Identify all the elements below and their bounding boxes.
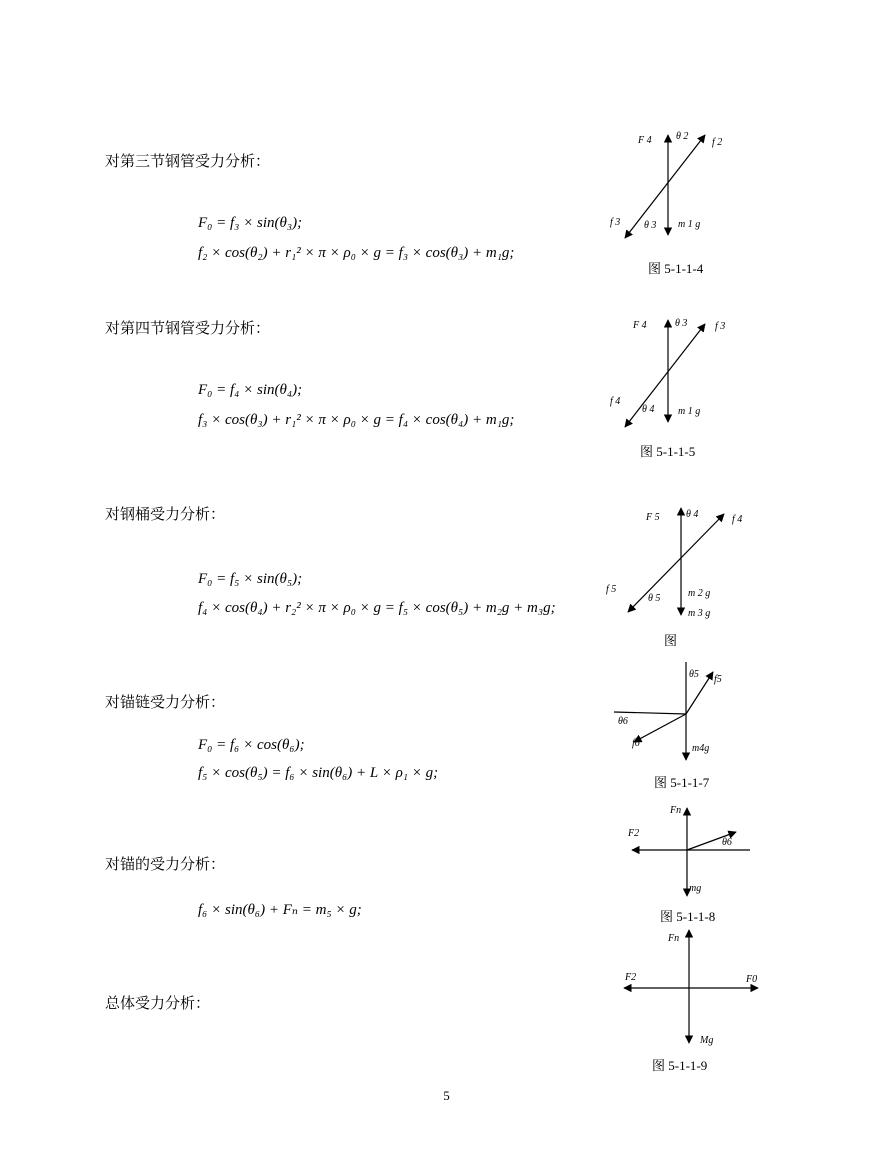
label-f-top: f 4 (732, 514, 743, 525)
label-mg: m 1 g (678, 406, 701, 417)
equation-drum-1: F₀ = f₅ × sin(θ₅); (198, 571, 303, 587)
section-heading-total: 总体受力分析： (105, 994, 211, 1012)
label-theta-left: θ6 (618, 716, 628, 727)
label-mg: m4g (692, 743, 710, 754)
label-mg: m 1 g (678, 219, 701, 230)
label-theta-top: θ 4 (686, 509, 699, 520)
force-diagram-tube3 (600, 125, 740, 245)
force-diagram-total (620, 925, 765, 1050)
figure-caption: 图 5-1-1-8 (660, 909, 716, 924)
section-heading-chain: 对锚链受力分析： (105, 693, 226, 711)
label-F2: F2 (625, 972, 637, 983)
figure-caption: 图 (664, 633, 678, 648)
section-heading-tube3: 对第三节钢管受力分析： (105, 152, 271, 170)
label-f-top: f 3 (715, 321, 726, 332)
label-theta: θ6 (722, 837, 732, 848)
label-F2: F2 (628, 828, 640, 839)
label-theta-bottom: θ 5 (648, 593, 661, 604)
figure-caption: 图 5-1-1-7 (654, 775, 710, 790)
section-heading-tube4: 对第四节钢管受力分析： (105, 319, 271, 337)
equation-anchor-1: f₆ × sin(θ₆) + Fₙ = m₅ × g; (198, 902, 362, 918)
label-F: F 4 (638, 135, 652, 146)
label-F0: F0 (746, 974, 758, 985)
label-Fn: Fn (670, 805, 682, 816)
label-f-top: f 2 (712, 137, 723, 148)
label-theta-bottom: θ 4 (642, 404, 655, 415)
label-Mg: Mg (700, 1035, 714, 1046)
figure-caption: 图 5-1-1-4 (648, 261, 704, 276)
label-f-bottom: f 5 (606, 584, 617, 595)
label-mg: mg (689, 883, 702, 894)
force-diagram-tube4 (600, 312, 740, 432)
label-theta-top: θ5 (689, 669, 699, 680)
section-heading-drum: 对钢桶受力分析： (105, 505, 226, 523)
label-f-left: f6 (632, 738, 640, 749)
equation-chain-1: F₀ = f₆ × cos(θ₆); (198, 737, 305, 753)
label-mg-1: m 2 g (688, 588, 711, 599)
equation-tube3-1: F₀ = f₃ × sin(θ₃); (198, 215, 303, 231)
force-diagram-drum (600, 500, 760, 625)
equation-tube3-2: f₂ × cos(θ₂) + r₁² × π × ρ₀ × g = f₃ × cos(θ₃) + m₁g; (198, 245, 515, 261)
section-heading-anchor: 对锚的受力分析： (105, 855, 226, 873)
force-diagram-chain (610, 660, 730, 765)
label-f-bottom: f 3 (610, 217, 621, 228)
equation-drum-2: f₄ × cos(θ₄) + r₂² × π × ρ₀ × g = f₅ × cos(θ₅) + m₂g + m₃g; (198, 600, 556, 616)
label-theta-bottom: θ 3 (644, 220, 657, 231)
label-theta-top: θ 2 (676, 131, 689, 142)
label-F: F 5 (646, 512, 660, 523)
equation-tube4-1: F₀ = f₄ × sin(θ₄); (198, 382, 303, 398)
force-diagram-anchor (620, 800, 760, 900)
figure-caption: 图 5-1-1-9 (652, 1058, 708, 1073)
label-f-bottom: f 4 (610, 396, 621, 407)
label-mg-2: m 3 g (688, 608, 711, 619)
figure-caption: 图 5-1-1-5 (640, 444, 696, 459)
label-theta-top: θ 3 (675, 318, 688, 329)
equation-chain-2: f₅ × cos(θ₅) = f₆ × sin(θ₆) + L × ρ₁ × g; (198, 765, 439, 781)
label-F: F 4 (633, 320, 647, 331)
page-number: 5 (443, 1088, 450, 1103)
label-Fn: Fn (668, 933, 680, 944)
equation-tube4-2: f₃ × cos(θ₃) + r₁² × π × ρ₀ × g = f₄ × cos(θ₄) + m₁g; (198, 412, 515, 428)
label-f-top: f5 (714, 674, 722, 685)
